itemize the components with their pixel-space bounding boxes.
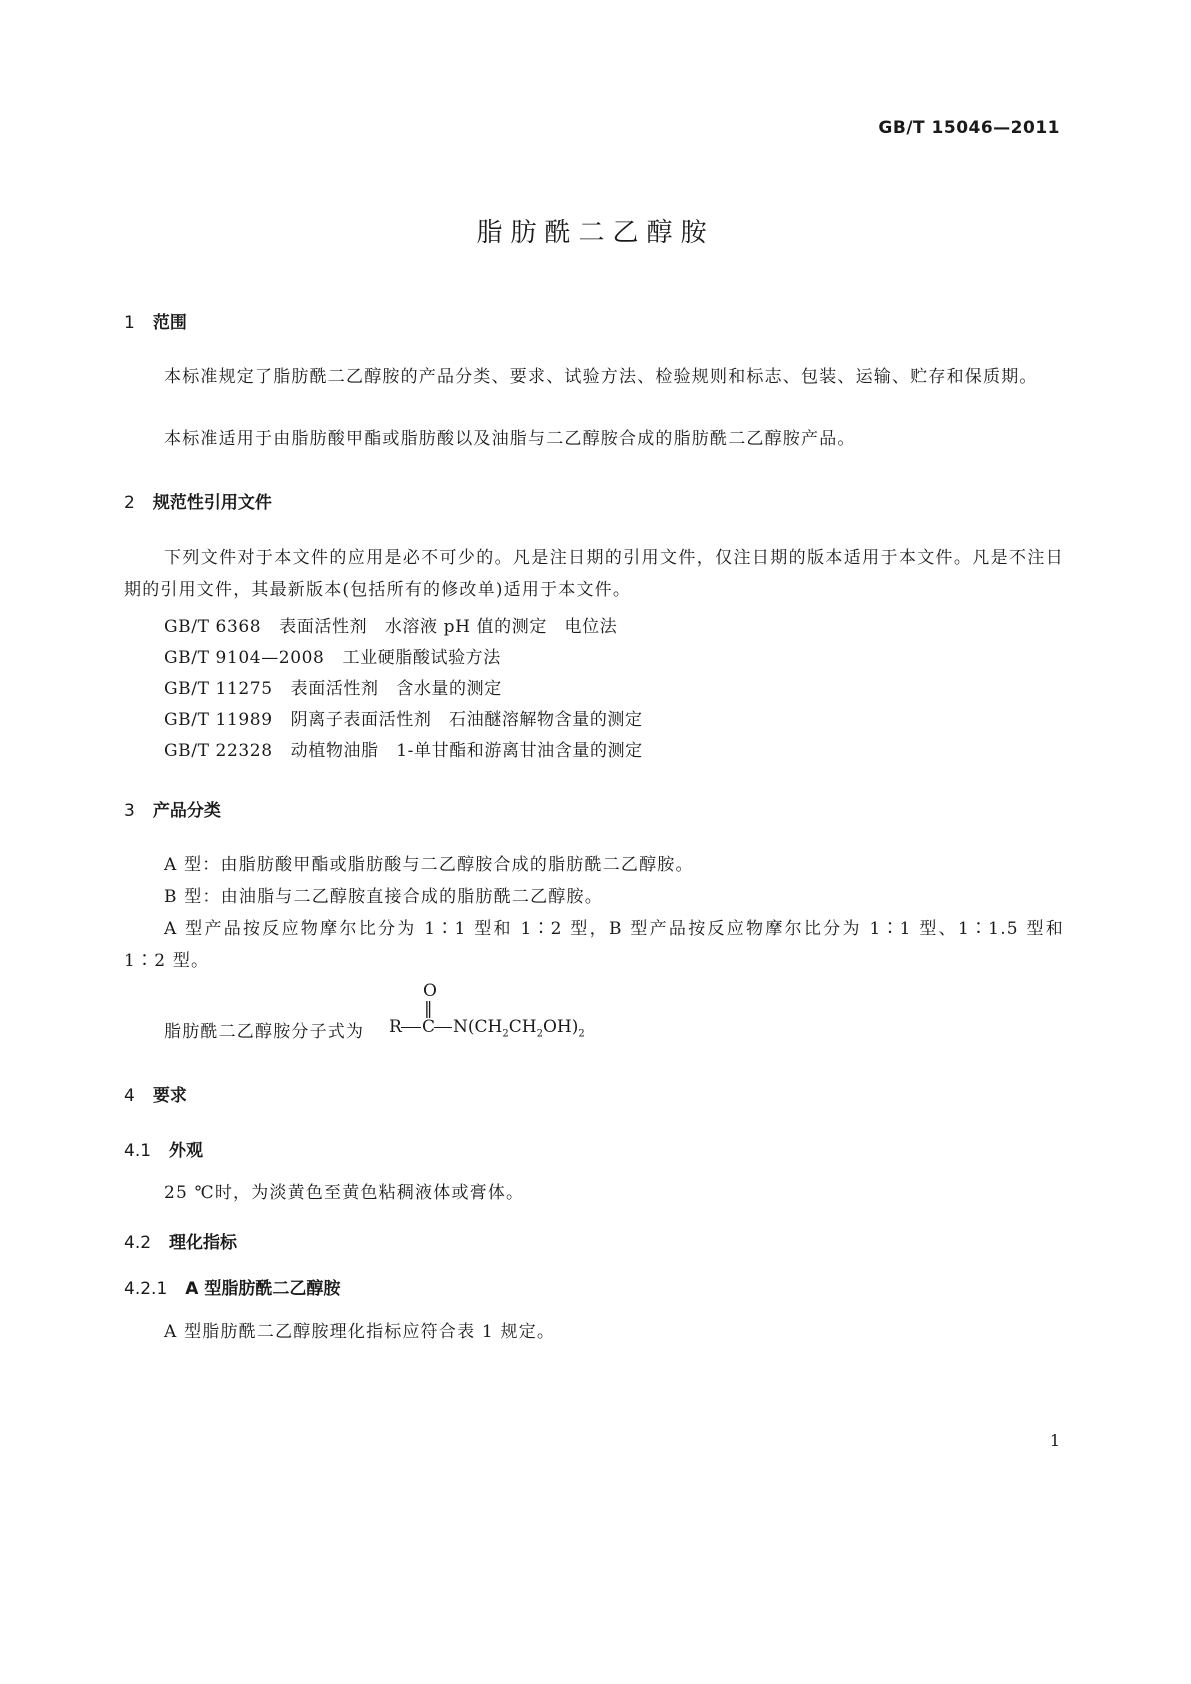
formula-text: OH) [542,1017,579,1037]
section-4-heading [124,1081,187,1106]
formula-oxygen: O [423,981,437,1001]
formula-r-group: R [389,1017,402,1037]
formula-text: N(CH [453,1017,503,1037]
section-number: 3 [124,801,135,821]
section-number: 4 [124,1086,135,1106]
formula-carbon: C [422,1017,436,1037]
reference-item [164,705,643,730]
section-title: 外观 [169,1141,204,1161]
section-number: 2 [124,493,135,513]
section-1-paragraph-2: 本标准适用于由脂肪酸甲酯或脂肪酸以及油脂与二乙醇胺合成的脂肪酰二乙醇胺产品。 [164,429,856,449]
formula-subscript: 2 [578,1028,585,1040]
section-1-heading [124,308,187,333]
section-title: 产品分类 [152,801,221,821]
reference-item [164,643,501,668]
section-4-2-heading [124,1228,237,1253]
section-4-2-1-paragraph: A 型脂肪酰二乙醇胺理化指标应符合表 1 规定。 [164,1322,556,1342]
section-title: 规范性引用文件 [152,493,272,513]
formula-text: CH [508,1017,537,1037]
section-number: 4.2.1 [124,1279,168,1299]
reference-code: GB/T 11275 [164,679,273,699]
reference-title: 动植物油脂 1-单甘酯和游离甘油含量的测定 [290,741,643,761]
formula-bond-1 [401,1027,421,1028]
reference-code: GB/T 9104—2008 [164,648,325,668]
section-4-2-1-heading [124,1274,340,1299]
section-3-paragraph-3: A 型产品按反应物摩尔比分为 1∶1 型和 1∶2 型，B 型产品按反应物摩尔比分为 1∶1 型、1∶1.5 型和 1∶2 型。 [124,919,1064,971]
section-title: 理化指标 [169,1233,238,1253]
page-number: 1 [1049,1431,1060,1450]
formula-subscript: 2 [536,1028,543,1040]
section-title: 要求 [152,1086,187,1106]
formula-amine-group [453,1017,585,1039]
formula-subscript: 2 [502,1028,509,1040]
section-title: 范围 [152,313,187,333]
reference-code: GB/T 22328 [164,741,273,761]
formula-bond-2 [434,1027,452,1028]
section-2-paragraph-1: 下列文件对于本文件的应用是必不可少的。凡是注日期的引用文件，仅注日期的版本适用于本文件。凡是不注日期的引用文件，其最新版本(包括所有的修改单)适用于本文件。 [124,548,1064,600]
section-3-heading [124,796,221,821]
reference-code: GB/T 11989 [164,710,273,730]
reference-title: 表面活性剂 水溶液 pH 值的测定 电位法 [279,617,618,637]
reference-code: GB/T 6368 [164,617,262,637]
reference-title: 阴离子表面活性剂 石油醚溶解物含量的测定 [290,710,643,730]
reference-item [164,736,643,761]
formula-label: 脂肪酰二乙醇胺分子式为 [164,1022,365,1042]
section-2-heading [124,488,272,513]
standard-number: GB/T 15046—2011 [878,118,1060,138]
section-number: 4.1 [124,1141,152,1161]
molecular-formula [164,975,664,1045]
formula-double-bond: ‖ [424,999,433,1019]
section-1-paragraph-1: 本标准规定了脂肪酰二乙醇胺的产品分类、要求、试验方法、检验规则和标志、包装、运输、贮存和保质期。 [164,367,1038,387]
reference-title: 表面活性剂 含水量的测定 [290,679,502,699]
section-number: 1 [124,313,135,333]
section-4-1-paragraph: 25 ℃时，为淡黄色至黄色粘稠液体或膏体。 [164,1183,525,1203]
section-4-1-heading [124,1136,203,1161]
reference-item [164,674,502,699]
document-title: 脂肪酰二乙醇胺 [476,218,715,248]
reference-title: 工业硬脂酸试验方法 [342,648,501,668]
section-3-paragraph-2: B 型：由油脂与二乙醇胺直接合成的脂肪酰二乙醇胺。 [164,887,603,907]
section-3-paragraph-1: A 型：由脂肪酸甲酯或脂肪酸与二乙醇胺合成的脂肪酰二乙醇胺。 [164,855,694,875]
reference-item [164,612,617,637]
section-title: A 型脂肪酰二乙醇胺 [185,1279,341,1299]
section-number: 4.2 [124,1233,152,1253]
